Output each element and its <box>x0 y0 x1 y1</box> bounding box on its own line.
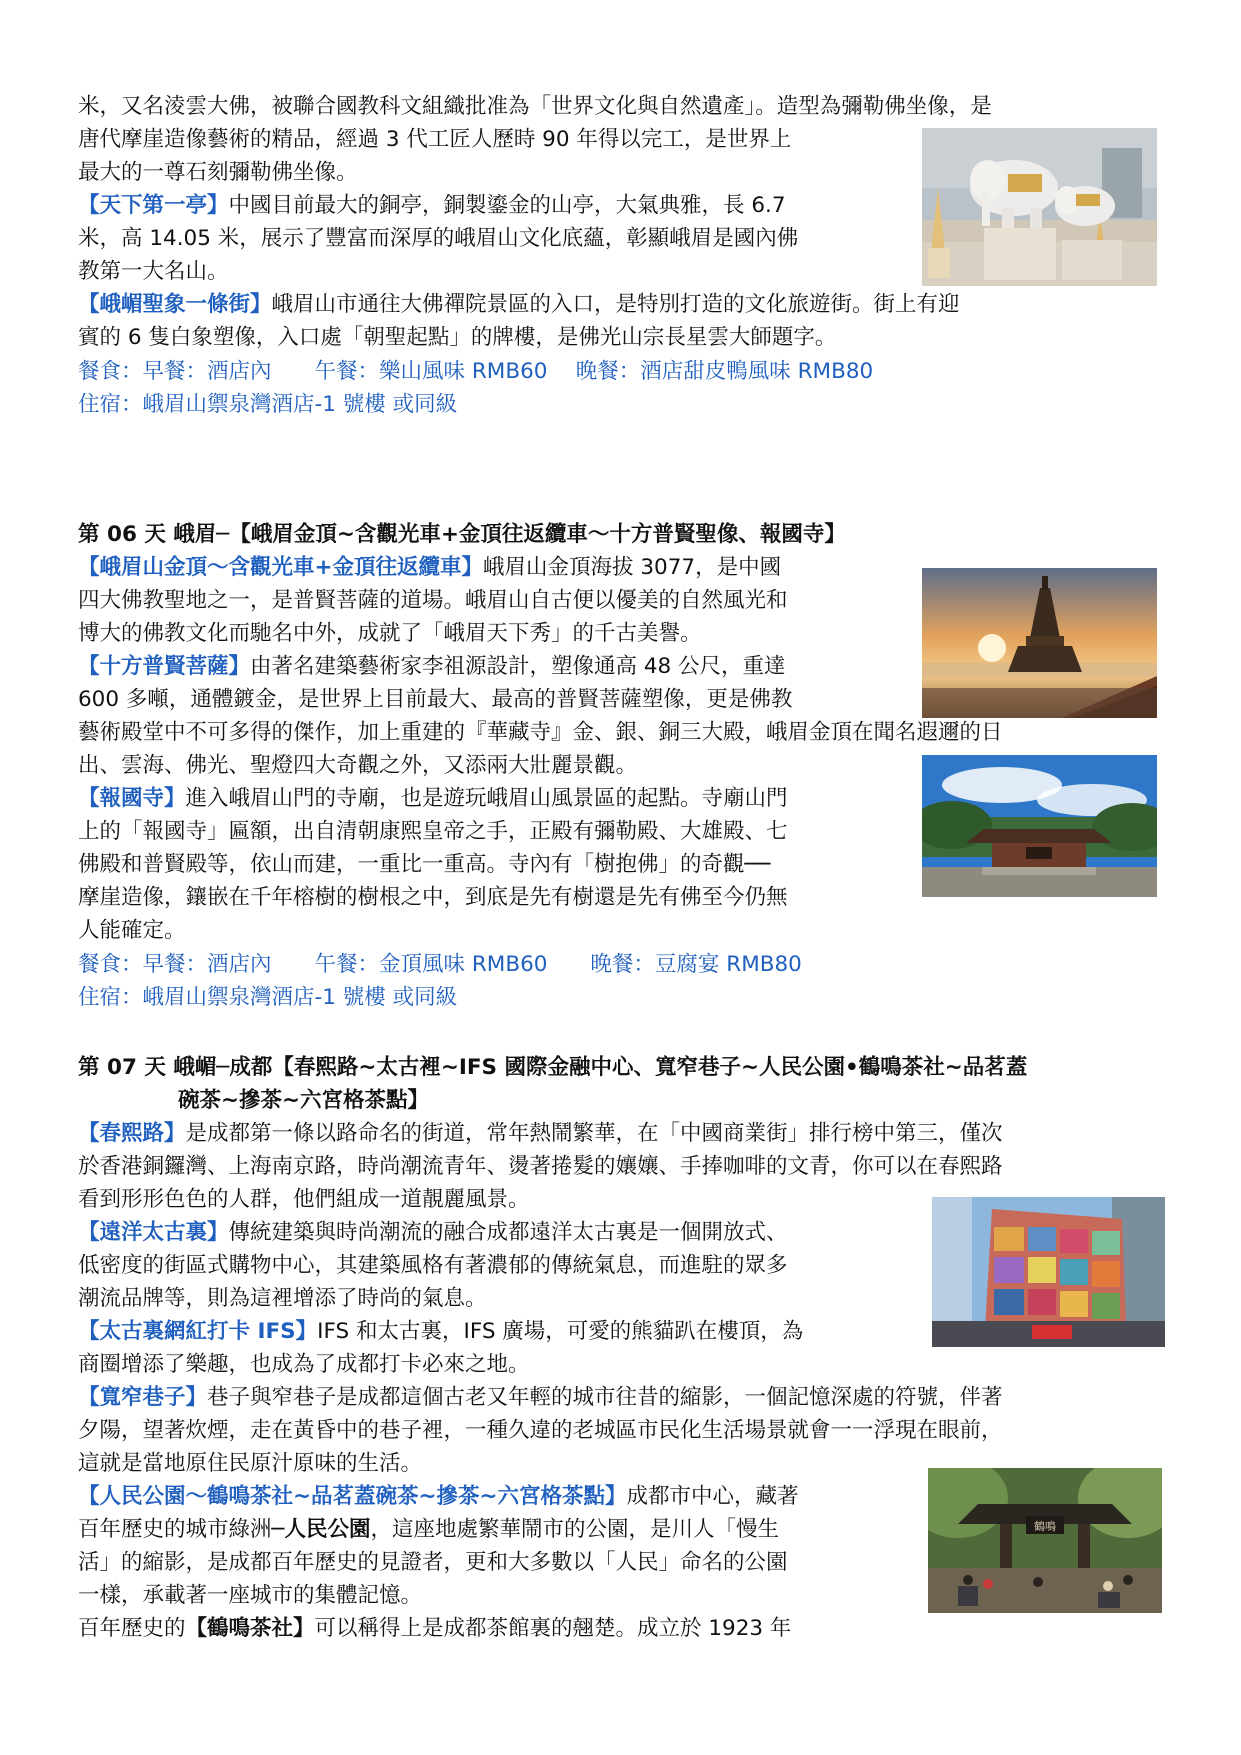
body-text: 人能確定。 <box>78 918 186 943</box>
body-text: 這就是當地原住民原汁原味的生活。 <box>78 1451 423 1476</box>
attraction-title: 【峨眉山金頂～含觀光車+金頂往返纜車】 <box>78 555 484 580</box>
baoguo-temple-photo <box>922 755 1157 897</box>
body-text: 【十方普賢菩薩】由著名建築藝術家李祖源設計，塑像通高 48 公尺，重達 <box>78 654 786 679</box>
body-text: 【人民公園～鶴鳴茶社~品茗蓋碗茶~摻茶~六宮格茶點】成都市中心，藏著 <box>78 1484 799 1509</box>
attraction-title: 【人民公園～鶴鳴茶社~品茗蓋碗茶~摻茶~六宮格茶點】 <box>78 1484 627 1509</box>
body-text: 教第一大名山。 <box>78 259 229 284</box>
meal-info: 餐食：早餐：酒店內 午餐：樂山風味 RMB60 晚餐：酒店甜皮鴨風味 RMB80 <box>78 359 874 384</box>
body-text: 於香港銅鑼灣、上海南京路，時尚潮流青年、燙著捲髮的孃孃、手捧咖啡的文青，你可以在春熙路 <box>78 1154 1003 1179</box>
peoples-park-teahouse-photo <box>928 1468 1162 1613</box>
body-text: 600 多噸，通體鍍金，是世界上目前最大、最高的普賢菩薩塑像，更是佛教 <box>78 687 793 712</box>
taikoo-li-photo <box>932 1197 1165 1347</box>
body-text: 低密度的街區式購物中心，其建築風格有著濃郁的傳統氣息，而進駐的眾多 <box>78 1253 788 1278</box>
body-text: 活」的縮影，是成都百年歷史的見證者，更和大多數以「人民」命名的公園 <box>78 1550 788 1575</box>
body-text: 賓的 6 隻白象塑像，入口處「朝聖起點」的牌樓，是佛光山宗長星雲大師題字。 <box>78 325 837 350</box>
attraction-title: 【寬窄巷子】 <box>78 1385 208 1410</box>
attraction-title: 【遠洋太古裏】 <box>78 1220 229 1245</box>
body-text: 最大的一尊石刻彌勒佛坐像。 <box>78 160 358 185</box>
body-text: 四大佛教聖地之一，是普賢菩薩的道場。峨眉山自古便以優美的自然風光和 <box>78 588 788 613</box>
teahouse-sign-text: 鶴鳴 <box>1034 1520 1056 1533</box>
body-text: 藝術殿堂中不可多得的傑作，加上重建的『華藏寺』金、銀、銅三大殿，峨眉金頂在聞名遐邇的日 <box>78 720 1003 745</box>
body-text: 百年歷史的【鶴鳴茶社】可以稱得上是成都茶館裏的翹楚。成立於 1923 年 <box>78 1616 792 1641</box>
day-06-heading: 第 06 天 峨眉─【峨眉金頂~含觀光車+金頂往返纜車～十方普賢聖像、報國寺】 <box>78 522 846 547</box>
meal-info: 餐食：早餐：酒店內 午餐：金頂風味 RMB60 晚餐：豆腐宴 RMB80 <box>78 952 802 977</box>
body-text: 米，高 14.05 米，展示了豐富而深厚的峨眉山文化底蘊，彰顯峨眉是國內佛 <box>78 226 799 251</box>
body-text: 【寬窄巷子】巷子與窄巷子是成都這個古老又年輕的城市往昔的縮影，一個記憶深處的符號，伴著 <box>78 1385 1003 1410</box>
body-text: 看到形形色色的人群，他們組成一道靚麗風景。 <box>78 1187 530 1212</box>
body-text: 一樣，承載著一座城市的集體記憶。 <box>78 1583 423 1608</box>
body-text: 佛殿和普賢殿等，依山而建，一重比一重高。寺內有「樹抱佛」的奇觀── <box>78 852 771 877</box>
body-text: 上的「報國寺」匾額，出自清朝康熙皇帝之手，正殿有彌勒殿、大雄殿、七 <box>78 819 788 844</box>
body-text: 【峨眉山金頂～含觀光車+金頂往返纜車】峨眉山金頂海拔 3077，是中國 <box>78 555 782 580</box>
hotel-info: 住宿：峨眉山禦泉灣酒店-1 號樓 或同級 <box>78 985 458 1010</box>
golden-summit-photo <box>922 568 1157 718</box>
body-text: 唐代摩崖造像藝術的精品，經過 3 代工匠人歷時 90 年得以完工，是世界上 <box>78 127 792 152</box>
elephant-statues-photo <box>922 128 1157 286</box>
body-text: 潮流品牌等，則為這裡增添了時尚的氣息。 <box>78 1286 487 1311</box>
attraction-title: 【春熙路】 <box>78 1121 186 1146</box>
body-text: 百年歷史的城市綠洲─人民公園，這座地處繁華鬧市的公園，是川人「慢生 <box>78 1517 779 1542</box>
body-text: 【太古裏網紅打卡 IFS】IFS 和太古裏，IFS 廣場，可愛的熊貓趴在樓頂，為 <box>78 1319 804 1344</box>
hotel-info: 住宿：峨眉山禦泉灣酒店-1 號樓 或同級 <box>78 392 458 417</box>
attraction-title: 【太古裏網紅打卡 IFS】 <box>78 1319 318 1344</box>
attraction-title: 【報國寺】 <box>78 786 186 811</box>
body-text: 【遠洋太古裏】傳統建築與時尚潮流的融合成都遠洋太古裏是一個開放式、 <box>78 1220 788 1245</box>
body-text: 摩崖造像，鑲嵌在千年榕樹的樹根之中，到底是先有樹還是先有佛至今仍無 <box>78 885 788 910</box>
body-text: 出、雲海、佛光、聖燈四大奇觀之外，又添兩大壯麗景觀。 <box>78 753 638 778</box>
body-text: 【峨嵋聖象一條街】峨眉山市通往大佛禪院景區的入口，是特別打造的文化旅遊街。街上有迎 <box>78 292 960 317</box>
body-text: 博大的佛教文化而馳名中外，成就了「峨眉天下秀」的千古美譽。 <box>78 621 702 646</box>
day-07-heading: 第 07 天 峨嵋─成都【春熙路~太古裡~IFS 國際金融中心、寬窄巷子~人民公園•鶴鳴茶社~品茗蓋 <box>78 1055 1028 1080</box>
body-text: 商圈增添了樂趣，也成為了成都打卡必來之地。 <box>78 1352 530 1377</box>
attraction-title: 【鶴鳴茶社】 <box>185 1616 315 1641</box>
attraction-title: 【十方普賢菩薩】 <box>78 654 251 679</box>
day-07-heading-cont: 碗茶~摻茶~六宮格茶點】 <box>178 1088 430 1113</box>
body-text: 【報國寺】進入峨眉山門的寺廟，也是遊玩峨眉山風景區的起點。寺廟山門 <box>78 786 788 811</box>
attraction-title: 【天下第一亭】 <box>78 193 229 218</box>
attraction-title: 【峨嵋聖象一條街】 <box>78 292 272 317</box>
body-text: 米，又名淩雲大佛，被聯合國教科文組織批准為「世界文化與自然遺產」。造型為彌勒佛坐像，是 <box>78 94 992 119</box>
body-text: 【天下第一亭】中國目前最大的銅亭，銅製鎏金的山亭，大氣典雅，長 6.7 <box>78 193 786 218</box>
body-text: 【春熙路】是成都第一條以路命名的街道，常年熱鬧繁華，在「中國商業街」排行榜中第三，僅次 <box>78 1121 1003 1146</box>
body-text: 夕陽，望著炊煙，走在黃昏中的巷子裡，一種久違的老城區市民化生活場景就會一一浮現在眼前， <box>78 1418 1003 1443</box>
